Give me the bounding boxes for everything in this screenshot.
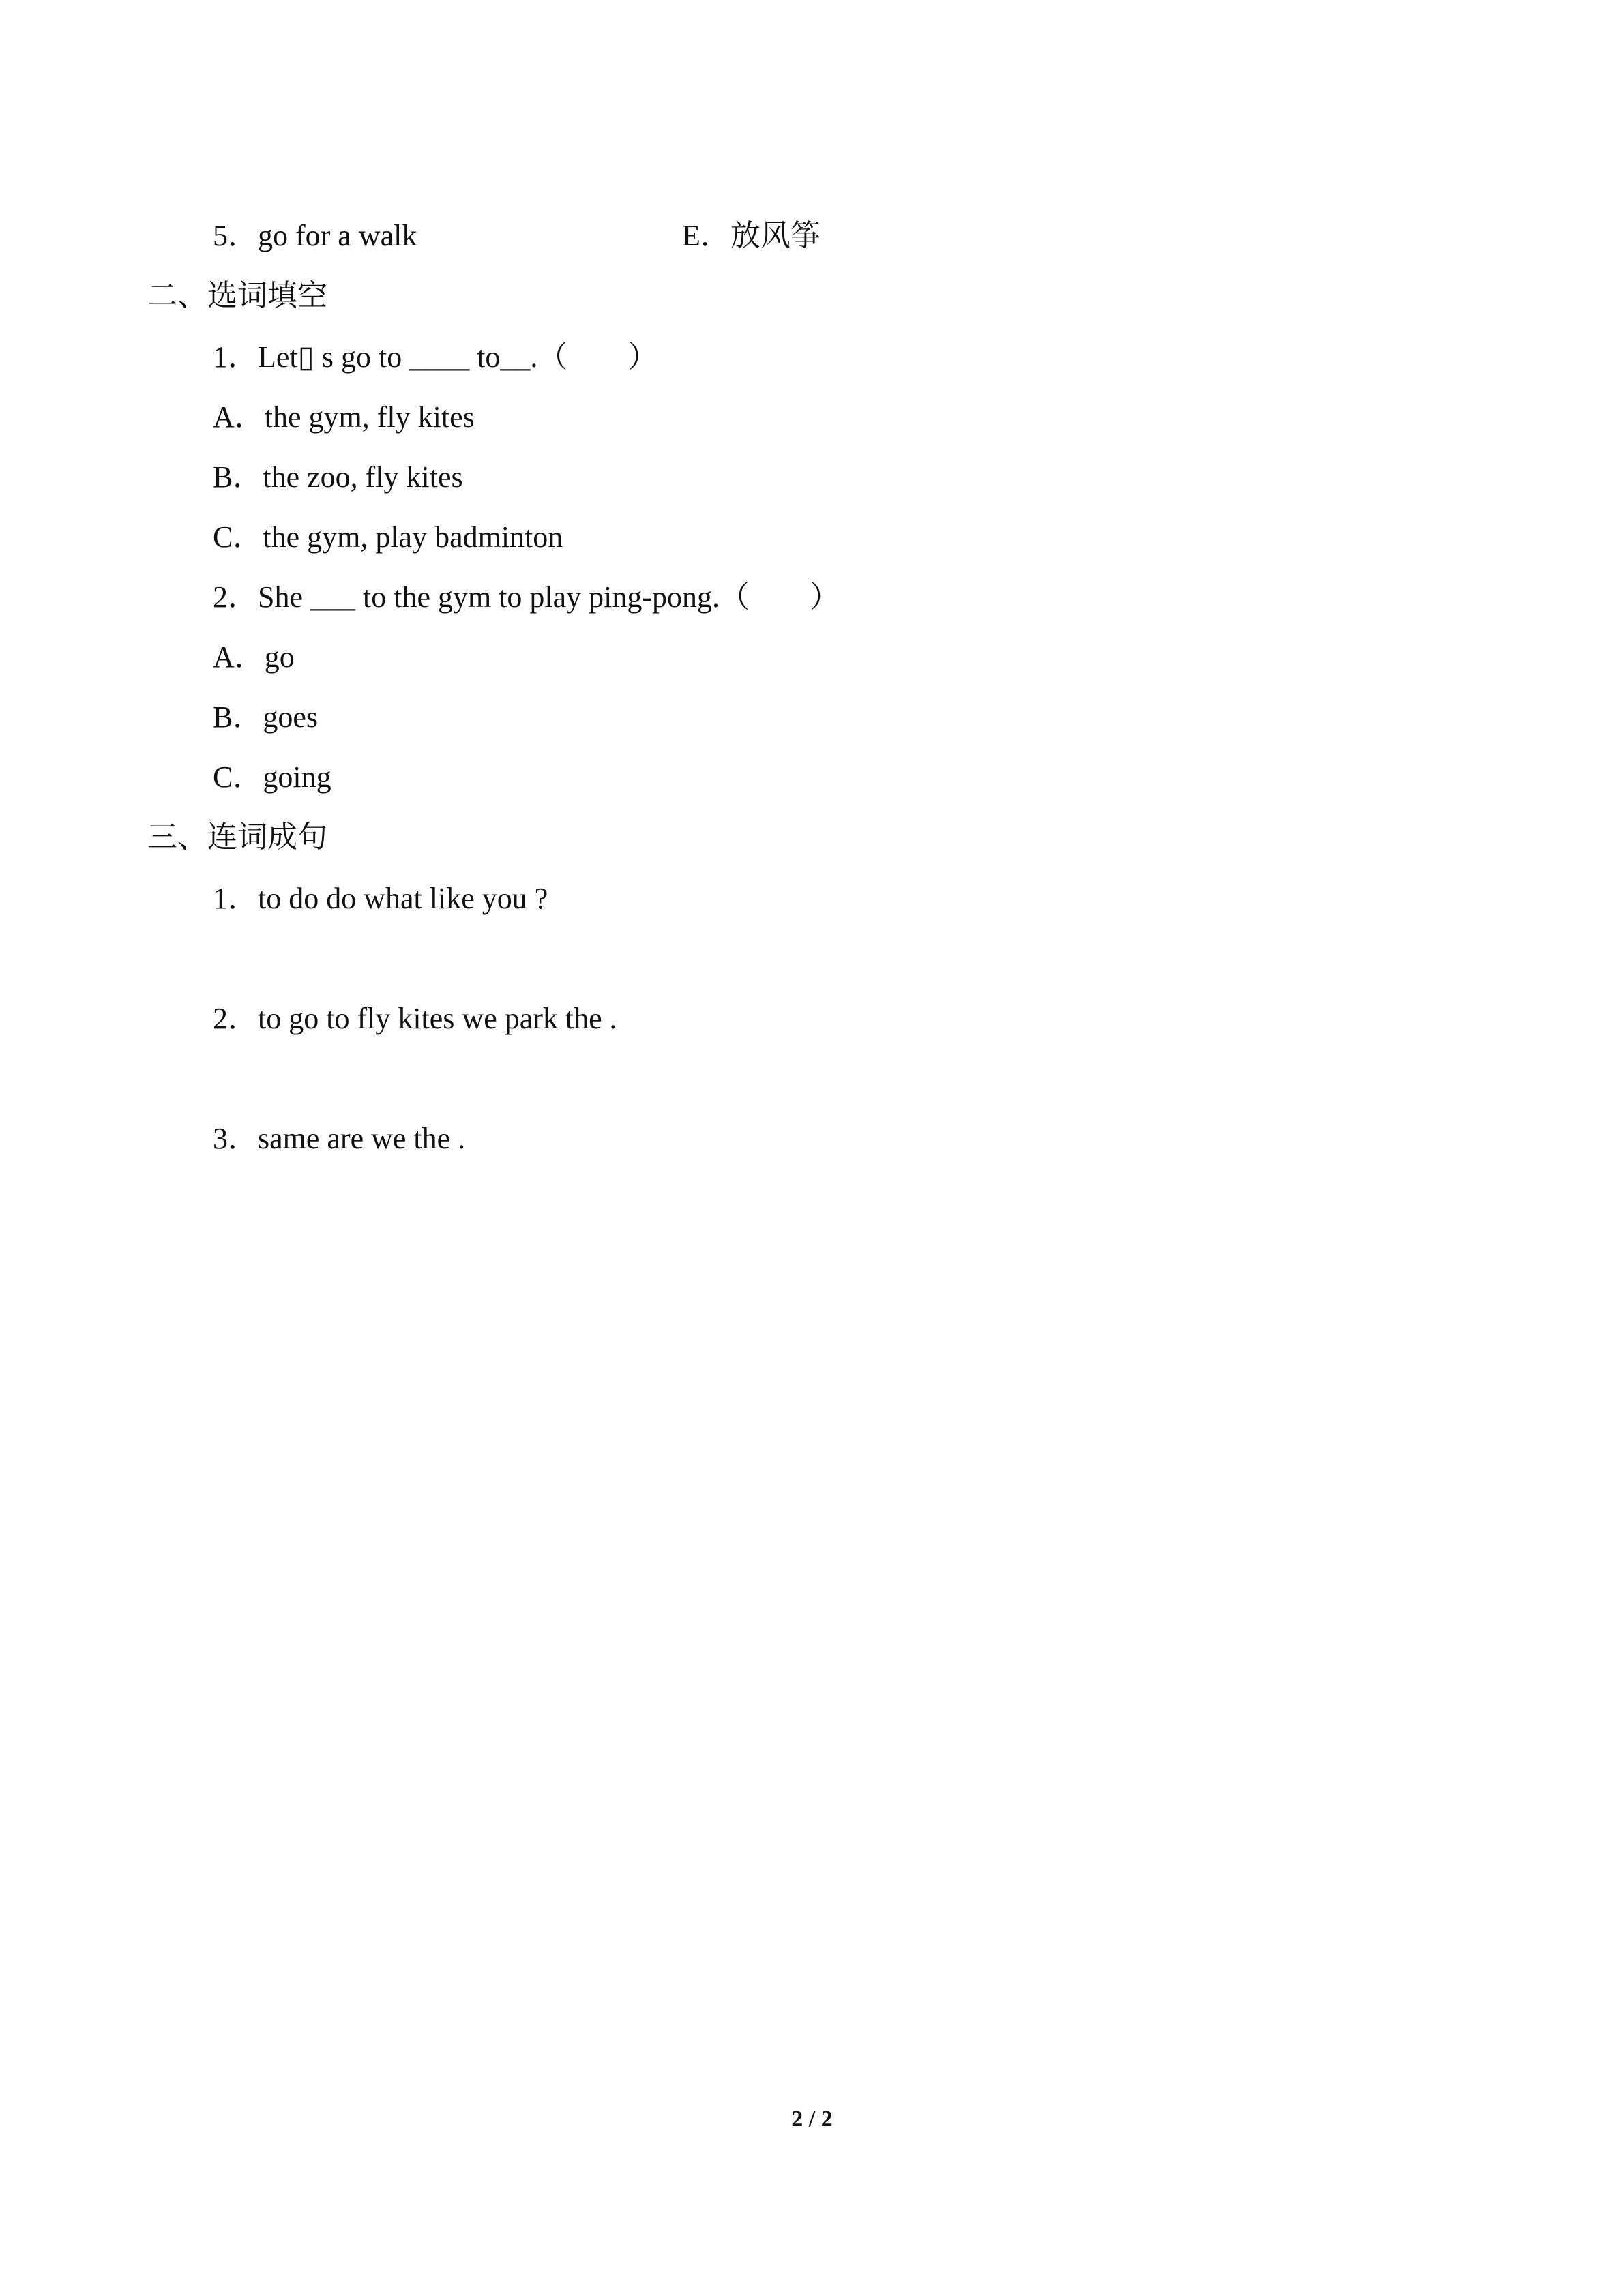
question-1-option-c: C．the gym, play badminton: [213, 520, 563, 554]
sentence-item-1: 1．to do do what like you ?: [213, 882, 548, 915]
sentence-item-2: 2．to go to fly kites we park the .: [213, 1002, 617, 1035]
question-2-option-b: B．goes: [213, 700, 318, 734]
question-1: 1．Let▯ s go to ____ to__.（ ）: [213, 340, 658, 374]
section-title-sentence-build: 三、连词成句: [147, 820, 327, 854]
question-1-option-a: A．the gym, fly kites: [213, 400, 475, 434]
match-item-right: E．放风筝: [682, 219, 821, 252]
sentence-item-3: 3．same are we the .: [213, 1122, 466, 1155]
section-title-fill-in: 二、选词填空: [147, 279, 327, 312]
question-2-option-a: A．go: [213, 640, 295, 674]
page-number: 2 / 2: [791, 2106, 833, 2132]
question-2: 2．She ___ to the gym to play ping-pong.（ ）: [213, 580, 840, 614]
question-2-option-c: C．going: [213, 760, 331, 794]
question-1-option-b: B．the zoo, fly kites: [213, 460, 463, 494]
match-item-left: 5．go for a walk: [213, 219, 417, 252]
